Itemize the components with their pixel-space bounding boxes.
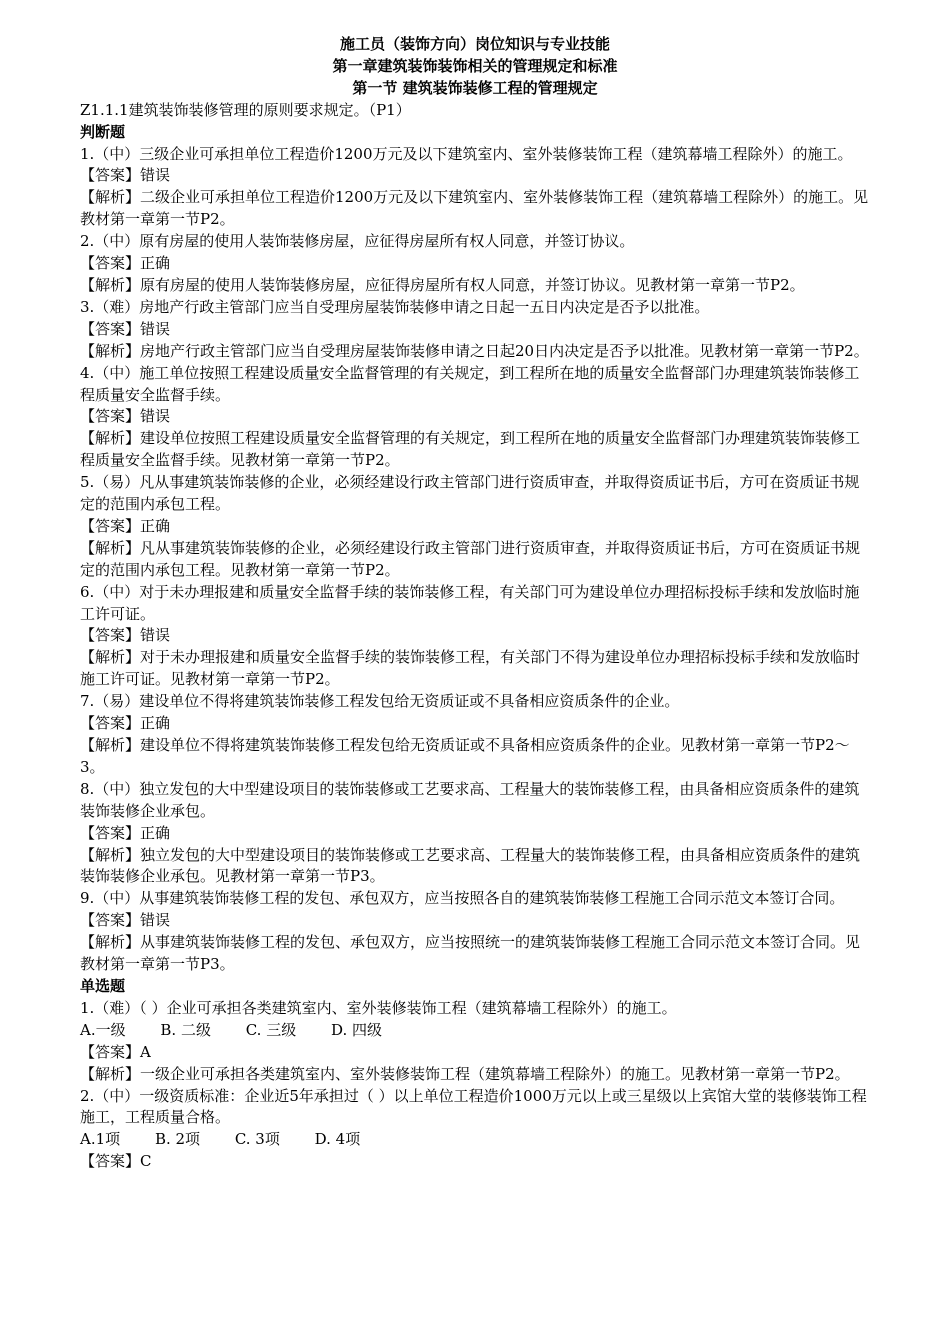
option-a: A.1项 <box>80 1130 121 1149</box>
judge-question-5 <box>80 472 870 582</box>
explanation-text: 【解析】房地产行政主管部门应当自受理房屋装饰装修申请之日起20日内决定是否予以批准。见教材第一章第一节P2。 <box>80 341 869 360</box>
judge-question-9 <box>80 888 870 976</box>
explanation-text: 【解析】原有房屋的使用人装饰装修房屋，应征得房屋所有权人同意，并签订协议。见教材第一章第一节P2。 <box>80 275 805 294</box>
options-row <box>80 1129 870 1151</box>
judge-question-1 <box>80 144 870 232</box>
question-text: 8.（中）独立发包的大中型建设项目的装饰装修或工艺要求高、工程量大的装饰装修工程，由具备相应资质条件的建筑装饰装修企业承包。 <box>80 779 860 820</box>
explanation-text: 【解析】一级企业可承担各类建筑室内、室外装修装饰工程（建筑幕墙工程除外）的施工。见教材第一章第一节P2。 <box>80 1064 850 1083</box>
answer-text: 【答案】错误 <box>80 626 171 645</box>
explanation-text: 【解析】二级企业可承担单位工程造价1200万元及以下建筑室内、室外装修装饰工程（建筑幕墙工程除外）的施工。见教材第一章第一节P2。 <box>80 188 869 229</box>
option-d: D. 四级 <box>331 1020 383 1039</box>
question-text: 9.（中）从事建筑装饰装修工程的发包、承包双方，应当按照各自的建筑装饰装修工程施工合同示范文本签订合同。 <box>80 889 845 908</box>
judge-question-3 <box>80 297 870 363</box>
single-question-2 <box>80 1086 870 1174</box>
answer-text: 【答案】A <box>80 1042 151 1061</box>
answer-text: 【答案】错误 <box>80 911 171 930</box>
question-text: 6.（中）对于未办理报建和质量安全监督手续的装饰装修工程，有关部门可为建设单位办理招标投标手续和发放临时施工许可证。 <box>80 582 860 623</box>
question-text: 1.（难）（ ）企业可承担各类建筑室内、室外装修装饰工程（建筑幕墙工程除外）的施工。 <box>80 998 677 1017</box>
question-text: 3.（难）房地产行政主管部门应当自受理房屋装饰装修申请之日起一五日内决定是否予以批准。 <box>80 297 710 316</box>
judge-question-6 <box>80 582 870 692</box>
answer-text: 【答案】错误 <box>80 166 171 185</box>
option-c: C. 3项 <box>234 1130 280 1149</box>
answer-text: 【答案】正确 <box>80 823 171 842</box>
option-c: C. 三级 <box>245 1020 297 1039</box>
judge-section-heading: 判断题 <box>80 122 126 141</box>
answer-text: 【答案】正确 <box>80 714 171 733</box>
document-page <box>80 34 870 1173</box>
document-title: 施工员（装饰方向）岗位知识与专业技能 <box>339 35 610 53</box>
explanation-text: 【解析】凡从事建筑装饰装修的企业，必须经建设行政主管部门进行资质审查，并取得资质证书后，方可在资质证书规定的范围内承包工程。见教材第一章第一节P2。 <box>80 538 861 579</box>
judge-question-8 <box>80 779 870 889</box>
judge-question-4 <box>80 363 870 473</box>
chapter-title: 第一章建筑装饰装饰相关的管理规定和标准 <box>332 56 618 75</box>
answer-text: 【答案】错误 <box>80 407 171 426</box>
answer-text: 【答案】正确 <box>80 254 171 273</box>
judge-question-2 <box>80 231 870 297</box>
question-text: 2.（中）一级资质标准：企业近5年承担过（ ）以上单位工程造价1000万元以上或三星级以上宾馆大堂的装修装饰工程施工，工程质量合格。 <box>80 1086 867 1127</box>
section-title: 第一节 建筑装饰装修工程的管理规定 <box>352 78 598 97</box>
single-choice-section-heading: 单选题 <box>80 976 126 995</box>
explanation-text: 【解析】从事建筑装饰装修工程的发包、承包双方，应当按照统一的建筑装饰装修工程施工合同示范文本签订合同。见教材第一章第一节P3。 <box>80 933 861 974</box>
judge-question-7 <box>80 691 870 779</box>
question-text: 1.（中）三级企业可承担单位工程造价1200万元及以下建筑室内、室外装修装饰工程（建筑幕墙工程除外）的施工。 <box>80 144 853 163</box>
intro-line: Z1.1.1建筑装饰装修管理的原则要求规定。（P1） <box>80 100 411 119</box>
question-text: 5.（易）凡从事建筑装饰装修的企业，必须经建设行政主管部门进行资质审查，并取得资质证书后，方可在资质证书规定的范围内承包工程。 <box>80 473 860 514</box>
option-a: A.一级 <box>80 1020 126 1039</box>
single-question-1 <box>80 998 870 1086</box>
question-text: 7.（易）建设单位不得将建筑装饰装修工程发包给无资质证或不具备相应资质条件的企业。 <box>80 692 680 711</box>
question-text: 2.（中）原有房屋的使用人装饰装修房屋，应征得房屋所有权人同意，并签订协议。 <box>80 232 635 251</box>
answer-text: 【答案】错误 <box>80 319 171 338</box>
option-b: B. 2项 <box>154 1130 201 1149</box>
option-b: B. 二级 <box>160 1020 211 1039</box>
answer-text: 【答案】正确 <box>80 516 171 535</box>
explanation-text: 【解析】建设单位不得将建筑装饰装修工程发包给无资质证或不具备相应资质条件的企业。见教材第一章第一节P2～3。 <box>80 736 850 776</box>
options-row <box>80 1020 870 1042</box>
explanation-text: 【解析】独立发包的大中型建设项目的装饰装修或工艺要求高、工程量大的装饰装修工程，由具备相应资质条件的建筑装饰装修企业承包。见教材第一章第一节P3。 <box>80 845 861 886</box>
option-d: D. 4项 <box>314 1130 361 1149</box>
explanation-text: 【解析】对于未办理报建和质量安全监督手续的装饰装修工程，有关部门不得为建设单位办理招标投标手续和发放临时施工许可证。见教材第一章第一节P2。 <box>80 648 861 689</box>
question-text: 4.（中）施工单位按照工程建设质量安全监督管理的有关规定，到工程所在地的质量安全监督部门办理建筑装饰装修工程质量安全监督手续。 <box>80 363 860 404</box>
answer-text: 【答案】C <box>80 1152 152 1171</box>
explanation-text: 【解析】建设单位按照工程建设质量安全监督管理的有关规定，到工程所在地的质量安全监督部门办理建筑装饰装修工程质量安全监督手续。见教材第一章第一节P2。 <box>80 429 861 470</box>
